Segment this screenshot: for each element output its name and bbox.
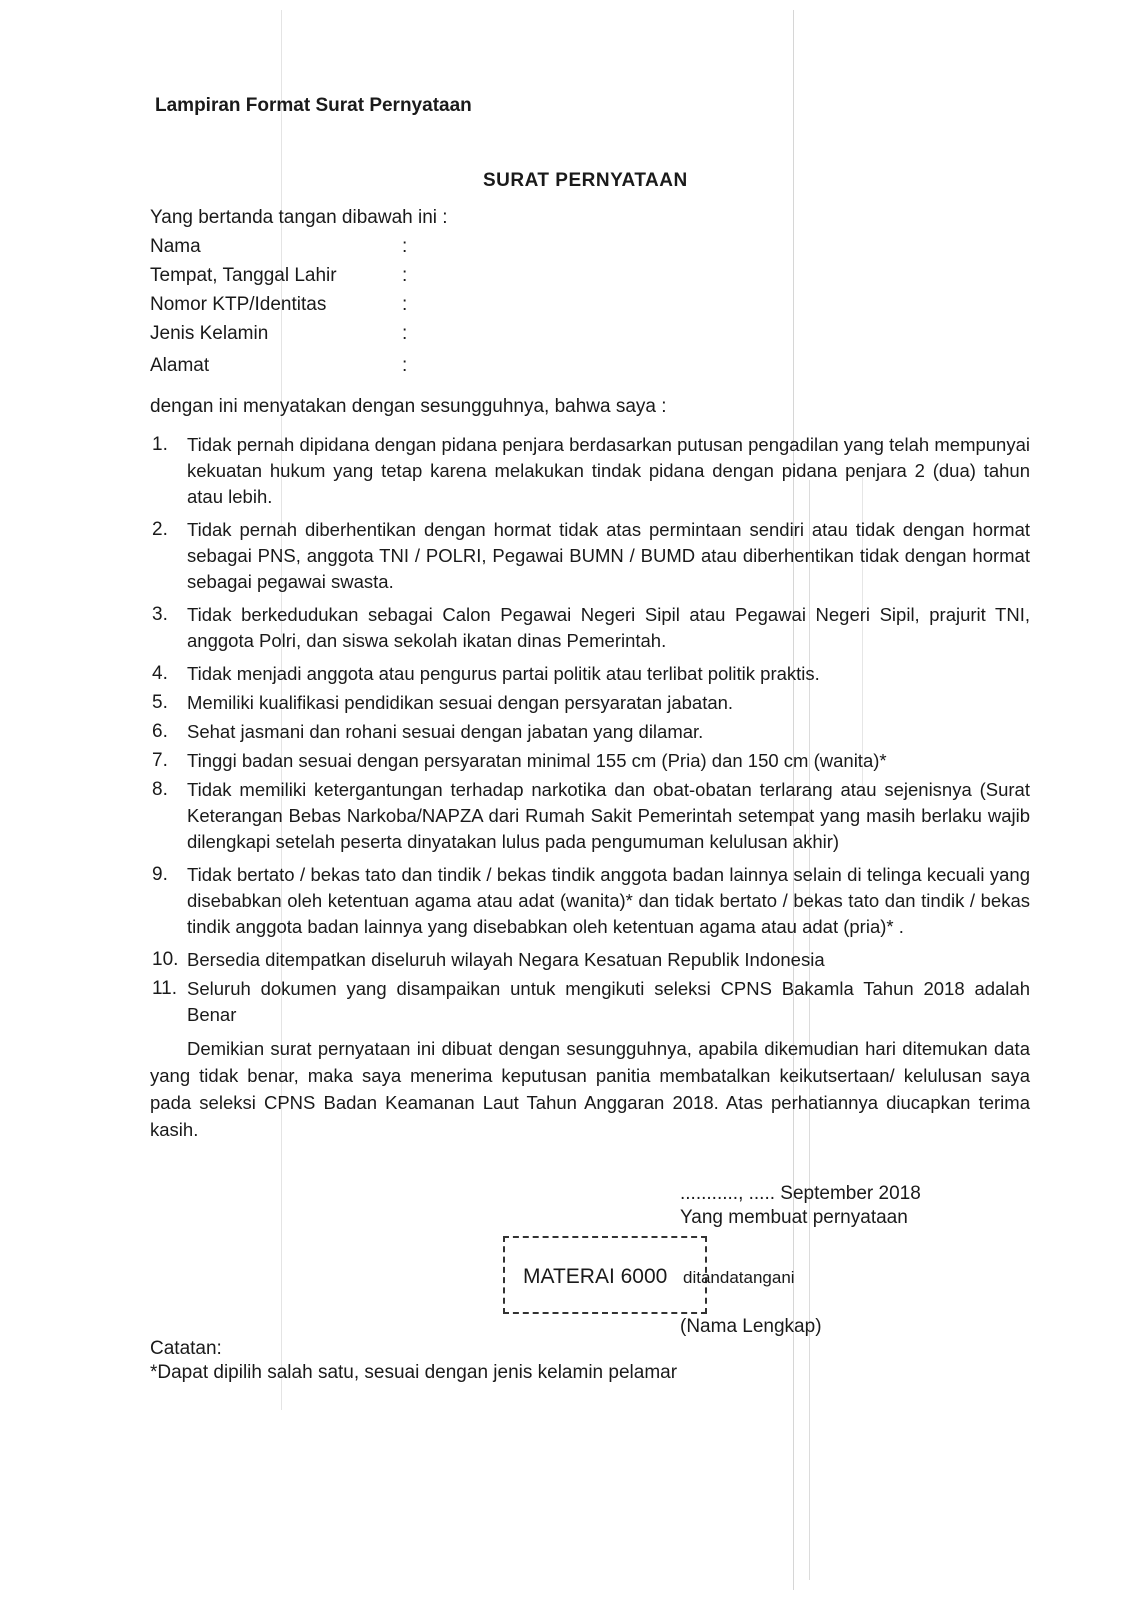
statement-item <box>150 432 1030 510</box>
statement-number: 4. <box>152 663 168 684</box>
note-heading: Catatan: <box>150 1338 222 1359</box>
document-title: SURAT PERNYATAAN <box>483 170 688 191</box>
statement-text: Tidak bertato / bekas tato dan tindik / bekas tindik anggota badan lainnya selain di telinga kecuali yang disebabkan oleh ketentuan agama atau adat (wanita)* dan tidak bertato / bekas tato dan tindik / bekas tindik anggota badan lainnya yang disebabkan oleh ketentuan agama atau adat (pria)* . <box>187 864 1030 937</box>
statement-number: 5. <box>152 692 168 713</box>
field-jenis-kelamin <box>150 323 450 352</box>
signed-label: ditandatangani <box>683 1268 795 1287</box>
statement-item <box>150 517 1030 595</box>
statement-item <box>150 862 1030 940</box>
field-alamat <box>150 355 450 384</box>
field-nama <box>150 236 450 265</box>
closing-paragraph: Demikian surat pernyataan ini dibuat dengan sesungguhnya, apabila dikemudian hari ditemukan data yang tidak benar, maka saya menerima keputusan panitia membatalkan keikutsertaan/ kelulusan saya pada seleksi CPNS Badan Keamanan Laut Tahun Anggaran 2018. Atas perhatiannya diucapkan terima kasih. <box>150 1038 1030 1140</box>
statement-item <box>150 947 1030 973</box>
field-colon: : <box>402 323 408 344</box>
field-colon: : <box>402 265 408 286</box>
declaration-intro: dengan ini menyatakan dengan sesungguhnya, bahwa saya : <box>150 396 667 417</box>
field-label: Alamat <box>150 355 210 376</box>
statement-text: Bersedia ditempatkan diseluruh wilayah Negara Kesatuan Republik Indonesia <box>187 949 825 970</box>
field-tempat-tanggal-lahir <box>150 265 450 294</box>
statement-number: 9. <box>152 864 168 885</box>
statement-item <box>150 748 1030 774</box>
statement-maker-label: Yang membuat pernyataan <box>680 1207 908 1228</box>
statement-item <box>150 976 1030 1028</box>
statement-number: 1. <box>152 434 168 455</box>
field-colon: : <box>402 236 408 257</box>
note-text: *Dapat dipilih salah satu, sesuai dengan jenis kelamin pelamar <box>150 1362 678 1383</box>
statement-text: Tidak memiliki ketergantungan terhadap narkotika dan obat-obatan terlarang atau sejenisnya (Surat Keterangan Bebas Narkoba/NAPZA dari Rumah Sakit Pemerintah setempat yang masih berlaku wajib dilengkapi setelah peserta dinyatakan lulus pada pengumuman kelulusan akhir) <box>187 779 1030 852</box>
statement-number: 11. <box>152 978 178 999</box>
statement-number: 10. <box>152 949 179 970</box>
statement-item <box>150 602 1030 654</box>
statement-text: Seluruh dokumen yang disampaikan untuk mengikuti seleksi CPNS Bakamla Tahun 2018 adalah Benar <box>187 978 1030 1025</box>
statement-item <box>150 777 1030 855</box>
statement-item <box>150 690 1030 716</box>
full-name-label: (Nama Lengkap) <box>680 1316 822 1337</box>
statement-text: Tidak pernah diberhentikan dengan hormat tidak atas permintaan sendiri atau tidak dengan hormat sebagai PNS, anggota TNI / POLRI, Pegawai BUMN / BUMD atau diberhentikan tidak dengan hormat sebagai pegawai swasta. <box>187 519 1030 592</box>
statement-text: Sehat jasmani dan rohani sesuai dengan jabatan yang dilamar. <box>187 721 704 742</box>
field-label: Nama <box>150 236 201 257</box>
statement-number: 7. <box>152 750 168 771</box>
field-label: Nomor KTP/Identitas <box>150 294 327 315</box>
statement-number: 6. <box>152 721 168 742</box>
appendix-title: Lampiran Format Surat Pernyataan <box>155 95 472 116</box>
statement-list <box>150 432 1030 1035</box>
statement-number: 3. <box>152 604 168 625</box>
date-line: ..........., ..... September 2018 <box>680 1183 921 1204</box>
statement-item <box>150 719 1030 745</box>
stamp-label: MATERAI 6000 <box>523 1265 668 1288</box>
field-colon: : <box>402 294 408 315</box>
statement-text: Tidak menjadi anggota atau pengurus partai politik atau terlibat politik praktis. <box>187 663 820 684</box>
statement-text: Tidak pernah dipidana dengan pidana penjara berdasarkan putusan pengadilan yang telah mempunyai kekuatan hukum yang tetap karena melakukan tindak pidana dengan pidana penjara 2 (dua) tahun atau lebih. <box>187 434 1030 507</box>
statement-text: Memiliki kualifikasi pendidikan sesuai dengan persyaratan jabatan. <box>187 692 734 713</box>
statement-number: 2. <box>152 519 168 540</box>
statement-text: Tidak berkedudukan sebagai Calon Pegawai Negeri Sipil atau Pegawai Negeri Sipil, prajurit TNI, anggota Polri, dan siswa sekolah ikatan dinas Pemerintah. <box>187 604 1030 651</box>
statement-text: Tinggi badan sesuai dengan persyaratan minimal 155 cm (Pria) dan 150 cm (wanita)* <box>187 750 887 771</box>
statement-item <box>150 661 1030 687</box>
field-label: Jenis Kelamin <box>150 323 269 344</box>
field-label: Tempat, Tanggal Lahir <box>150 265 337 286</box>
intro-text: Yang bertanda tangan dibawah ini : <box>150 207 448 228</box>
field-nomor-ktp <box>150 294 450 323</box>
field-colon: : <box>402 355 408 376</box>
identity-fields <box>150 236 450 384</box>
statement-number: 8. <box>152 779 168 800</box>
